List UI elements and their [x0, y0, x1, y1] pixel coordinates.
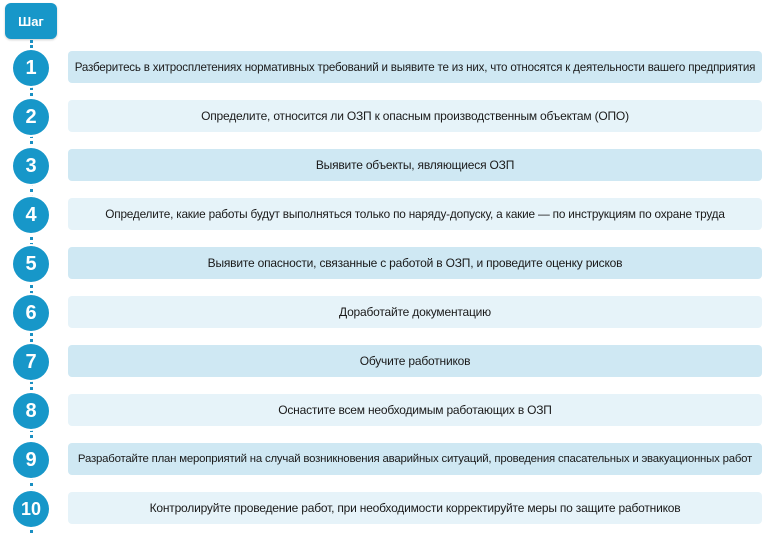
- step-row-4: [0, 195, 767, 235]
- step-text-bar: Контролируйте проведение работ, при необходимости корректируйте меры по защите работников: [68, 492, 762, 524]
- step-number-badge: 5: [13, 246, 49, 282]
- step-row-3: [0, 146, 767, 186]
- step-number-badge: 9: [13, 442, 49, 478]
- step-number-badge: 6: [13, 295, 49, 331]
- step-number-badge: 1: [13, 50, 49, 86]
- step-number-badge: 4: [13, 197, 49, 233]
- step-row-8: [0, 391, 767, 431]
- step-number-badge: 3: [13, 148, 49, 184]
- step-header-tab: Шаг: [5, 3, 57, 39]
- step-text-bar: Доработайте документацию: [68, 296, 762, 328]
- step-text-bar: Разработайте план мероприятий на случай возникновения аварийных ситуаций, проведения спасательных и эвакуационных работ: [68, 443, 762, 475]
- step-text-bar: Обучите работников: [68, 345, 762, 377]
- step-row-7: [0, 342, 767, 382]
- step-number-badge: 10: [13, 491, 49, 527]
- step-number-badge: 2: [13, 99, 49, 135]
- step-row-2: [0, 97, 767, 137]
- step-text-bar: Выявите опасности, связанные с работой в ОЗП, и проведите оценку рисков: [68, 247, 762, 279]
- step-row-1: [0, 48, 767, 88]
- step-text-bar: Определите, какие работы будут выполняться только по наряду-допуску, а какие — по инструкциям по охране труда: [68, 198, 762, 230]
- step-row-9: [0, 440, 767, 480]
- step-text-bar: Оснастите всем необходимым работающих в ОЗП: [68, 394, 762, 426]
- step-row-6: [0, 293, 767, 333]
- step-text-bar: Разберитесь в хитросплетениях нормативных требований и выявите те из них, что относятся к деятельности вашего предприятия: [68, 51, 762, 83]
- step-text-bar: Выявите объекты, являющиеся ОЗП: [68, 149, 762, 181]
- step-text-bar: Определите, относится ли ОЗП к опасным производственным объектам (ОПО): [68, 100, 762, 132]
- step-row-10: [0, 489, 767, 529]
- step-number-badge: 7: [13, 344, 49, 380]
- step-row-5: [0, 244, 767, 284]
- step-number-badge: 8: [13, 393, 49, 429]
